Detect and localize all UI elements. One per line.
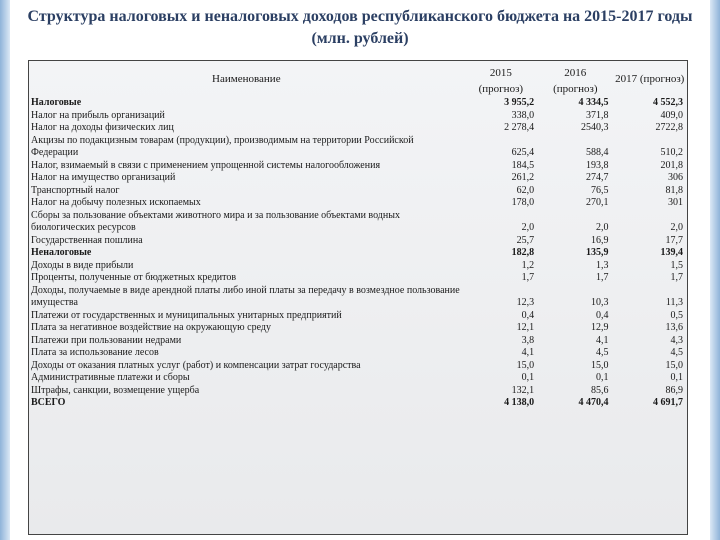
- header-2016-note: (прогноз): [553, 83, 598, 95]
- row-value-2017: 81,8: [665, 184, 683, 196]
- row-name: Налоговые: [31, 97, 82, 108]
- table-row: [29, 385, 687, 398]
- revenue-table: [29, 61, 687, 410]
- page-title: Структура налоговых и неналоговых доходов республиканского бюджета на 2015-2017 годы (млн. рублей): [27, 8, 693, 47]
- table-body: [29, 97, 687, 410]
- header-name: Наименование: [212, 72, 281, 85]
- table-row: [29, 160, 687, 173]
- row-value-2015: 625,4: [511, 147, 535, 158]
- table-row: [29, 322, 687, 335]
- row-value-2017: 4 691,7: [653, 397, 683, 408]
- row-name: Плата за негативное воздействие на окружающую среду: [31, 322, 271, 333]
- table-row: [29, 372, 687, 385]
- right-frame-decoration: [710, 0, 720, 540]
- header-2017: 2017 (прогноз): [615, 72, 685, 85]
- row-name: Транспортный налог: [31, 184, 120, 196]
- row-name: Административные платежи и сборы: [31, 372, 190, 383]
- row-value-2015: 182,8: [511, 247, 535, 258]
- table-row: [29, 347, 687, 360]
- row-value-2017: 306: [668, 172, 683, 183]
- table-row: [29, 97, 687, 110]
- row-name: Неналоговые: [31, 247, 92, 258]
- row-name: Штрафы, санкции, возмещение ущерба: [31, 384, 200, 396]
- row-value-2015: 15,0: [516, 359, 535, 371]
- table-row: [29, 272, 687, 285]
- row-value-2017: 510,2: [660, 147, 683, 158]
- row-name: Платежи от государственных и муниципальных унитарных предприятий: [31, 309, 342, 321]
- table-row: [29, 397, 687, 410]
- table-row: [29, 135, 687, 160]
- row-value-2016: 4,1: [596, 334, 609, 346]
- row-value-2016: 76,5: [591, 184, 609, 196]
- row-value-2016: 4,5: [596, 347, 609, 358]
- row-value-2017: 4,3: [670, 334, 683, 346]
- row-value-2015: 261,2: [511, 172, 535, 183]
- row-name: Налог на добычу полезных ископаемых: [31, 197, 201, 208]
- row-value-2017: 4,5: [670, 347, 683, 358]
- row-name: Плата за использование лесов: [31, 347, 159, 358]
- row-value-2017: 301: [668, 197, 683, 208]
- header-2015-note: (прогноз): [478, 83, 524, 95]
- row-value-2017: 11,3: [665, 297, 683, 308]
- row-value-2017: 0,1: [670, 372, 683, 383]
- row-value-2016: 4 470,4: [578, 397, 609, 408]
- row-value-2016: 4 334,5: [578, 97, 609, 108]
- row-value-2016: 0,4: [596, 309, 609, 321]
- table-row: [29, 285, 687, 310]
- row-value-2016: 274,7: [586, 172, 609, 183]
- table-row: [29, 335, 687, 348]
- left-frame-decoration: [0, 0, 10, 540]
- row-value-2015: 2,0: [521, 222, 535, 233]
- row-value-2015: 4,1: [521, 347, 535, 358]
- row-name: Налог на имущество организаций: [31, 172, 176, 183]
- row-value-2016: 12,9: [591, 322, 609, 333]
- header-2016: [538, 61, 612, 97]
- row-value-2016: 270,1: [586, 197, 609, 208]
- table-row: [29, 210, 687, 235]
- row-value-2015: 3,8: [521, 334, 535, 346]
- row-value-2017: 409,0: [660, 109, 683, 121]
- row-name: Доходы в виде прибыли: [31, 259, 134, 271]
- row-value-2017: 0,5: [670, 309, 683, 321]
- row-value-2017: 86,9: [665, 384, 683, 396]
- row-value-2017: 201,8: [660, 159, 683, 171]
- row-name: ВСЕГО: [31, 397, 66, 408]
- row-value-2016: 0,1: [596, 372, 609, 383]
- table-row: [29, 247, 687, 260]
- row-value-2016: 371,8: [586, 109, 609, 121]
- row-value-2016: 1,3: [596, 259, 609, 271]
- row-value-2017: 139,4: [660, 247, 683, 258]
- table-row: [29, 122, 687, 135]
- row-name: Государственная пошлина: [31, 234, 143, 246]
- row-value-2015: 12,1: [516, 322, 535, 333]
- row-value-2017: 1,5: [670, 259, 683, 271]
- header-2016-year: 2016: [564, 67, 587, 79]
- row-value-2016: 588,4: [586, 147, 609, 158]
- row-value-2015: 178,0: [511, 197, 535, 208]
- row-value-2015: 132,1: [511, 384, 535, 396]
- table-row: [29, 185, 687, 198]
- row-value-2017: 13,6: [665, 322, 683, 333]
- revenue-table-container: [28, 60, 688, 535]
- table-row: [29, 260, 687, 273]
- row-value-2017: 15,0: [665, 359, 683, 371]
- header-2015: [464, 61, 538, 97]
- table-row: [29, 172, 687, 185]
- row-value-2015: 3 955,2: [504, 97, 535, 108]
- row-value-2017: 2722,8: [655, 122, 683, 133]
- table-row: [29, 110, 687, 123]
- row-value-2016: 135,9: [586, 247, 609, 258]
- row-value-2016: 1,7: [596, 272, 609, 283]
- row-value-2015: 1,7: [521, 272, 535, 283]
- row-value-2016: 193,8: [586, 159, 609, 171]
- row-value-2016: 2,0: [596, 222, 609, 233]
- header-2015-year: 2015: [489, 67, 512, 79]
- row-value-2015: 62,0: [516, 184, 535, 196]
- row-value-2015: 338,0: [511, 109, 535, 121]
- row-name: Сборы за пользование объектами животного мира и за пользование объектами водных биологических ресурсов: [31, 209, 400, 233]
- table-row: [29, 197, 687, 210]
- row-name: Налог, взимаемый в связи с применением упрощенной системы налогообложения: [31, 159, 381, 171]
- row-value-2015: 0,1: [521, 372, 535, 383]
- row-value-2017: 2,0: [670, 222, 683, 233]
- table-row: [29, 310, 687, 323]
- row-name: Проценты, полученные от бюджетных кредитов: [31, 272, 237, 283]
- row-value-2015: 4 138,0: [504, 397, 535, 408]
- row-name: Налог на прибыль организаций: [31, 109, 165, 121]
- row-value-2016: 10,3: [591, 297, 609, 308]
- row-value-2015: 184,5: [511, 159, 535, 171]
- row-value-2017: 1,7: [670, 272, 683, 283]
- row-name: Доходы от оказания платных услуг (работ) и компенсации затрат государства: [31, 359, 361, 371]
- row-value-2015: 2 278,4: [504, 122, 535, 133]
- row-value-2016: 15,0: [591, 359, 609, 371]
- table-row: [29, 235, 687, 248]
- row-value-2015: 0,4: [521, 309, 535, 321]
- row-value-2017: 4 552,3: [653, 97, 683, 108]
- row-value-2015: 1,2: [521, 259, 535, 271]
- row-name: Налог на доходы физических лиц: [31, 122, 174, 133]
- table-header-row: [29, 61, 687, 97]
- row-name: Доходы, получаемые в виде арендной платы либо иной платы за передачу в возмездное пользование имущества: [31, 284, 460, 308]
- row-name: Акцизы по подакцизным товарам (продукции), производимым на территории Российской Федерации: [31, 134, 414, 158]
- row-name: Платежи при пользовании недрами: [31, 334, 182, 346]
- row-value-2016: 85,6: [591, 384, 609, 396]
- row-value-2015: 25,7: [516, 234, 535, 246]
- table-row: [29, 360, 687, 373]
- row-value-2015: 12,3: [516, 297, 535, 308]
- row-value-2016: 16,9: [591, 234, 609, 246]
- row-value-2017: 17,7: [665, 234, 683, 246]
- row-value-2016: 2540,3: [581, 122, 609, 133]
